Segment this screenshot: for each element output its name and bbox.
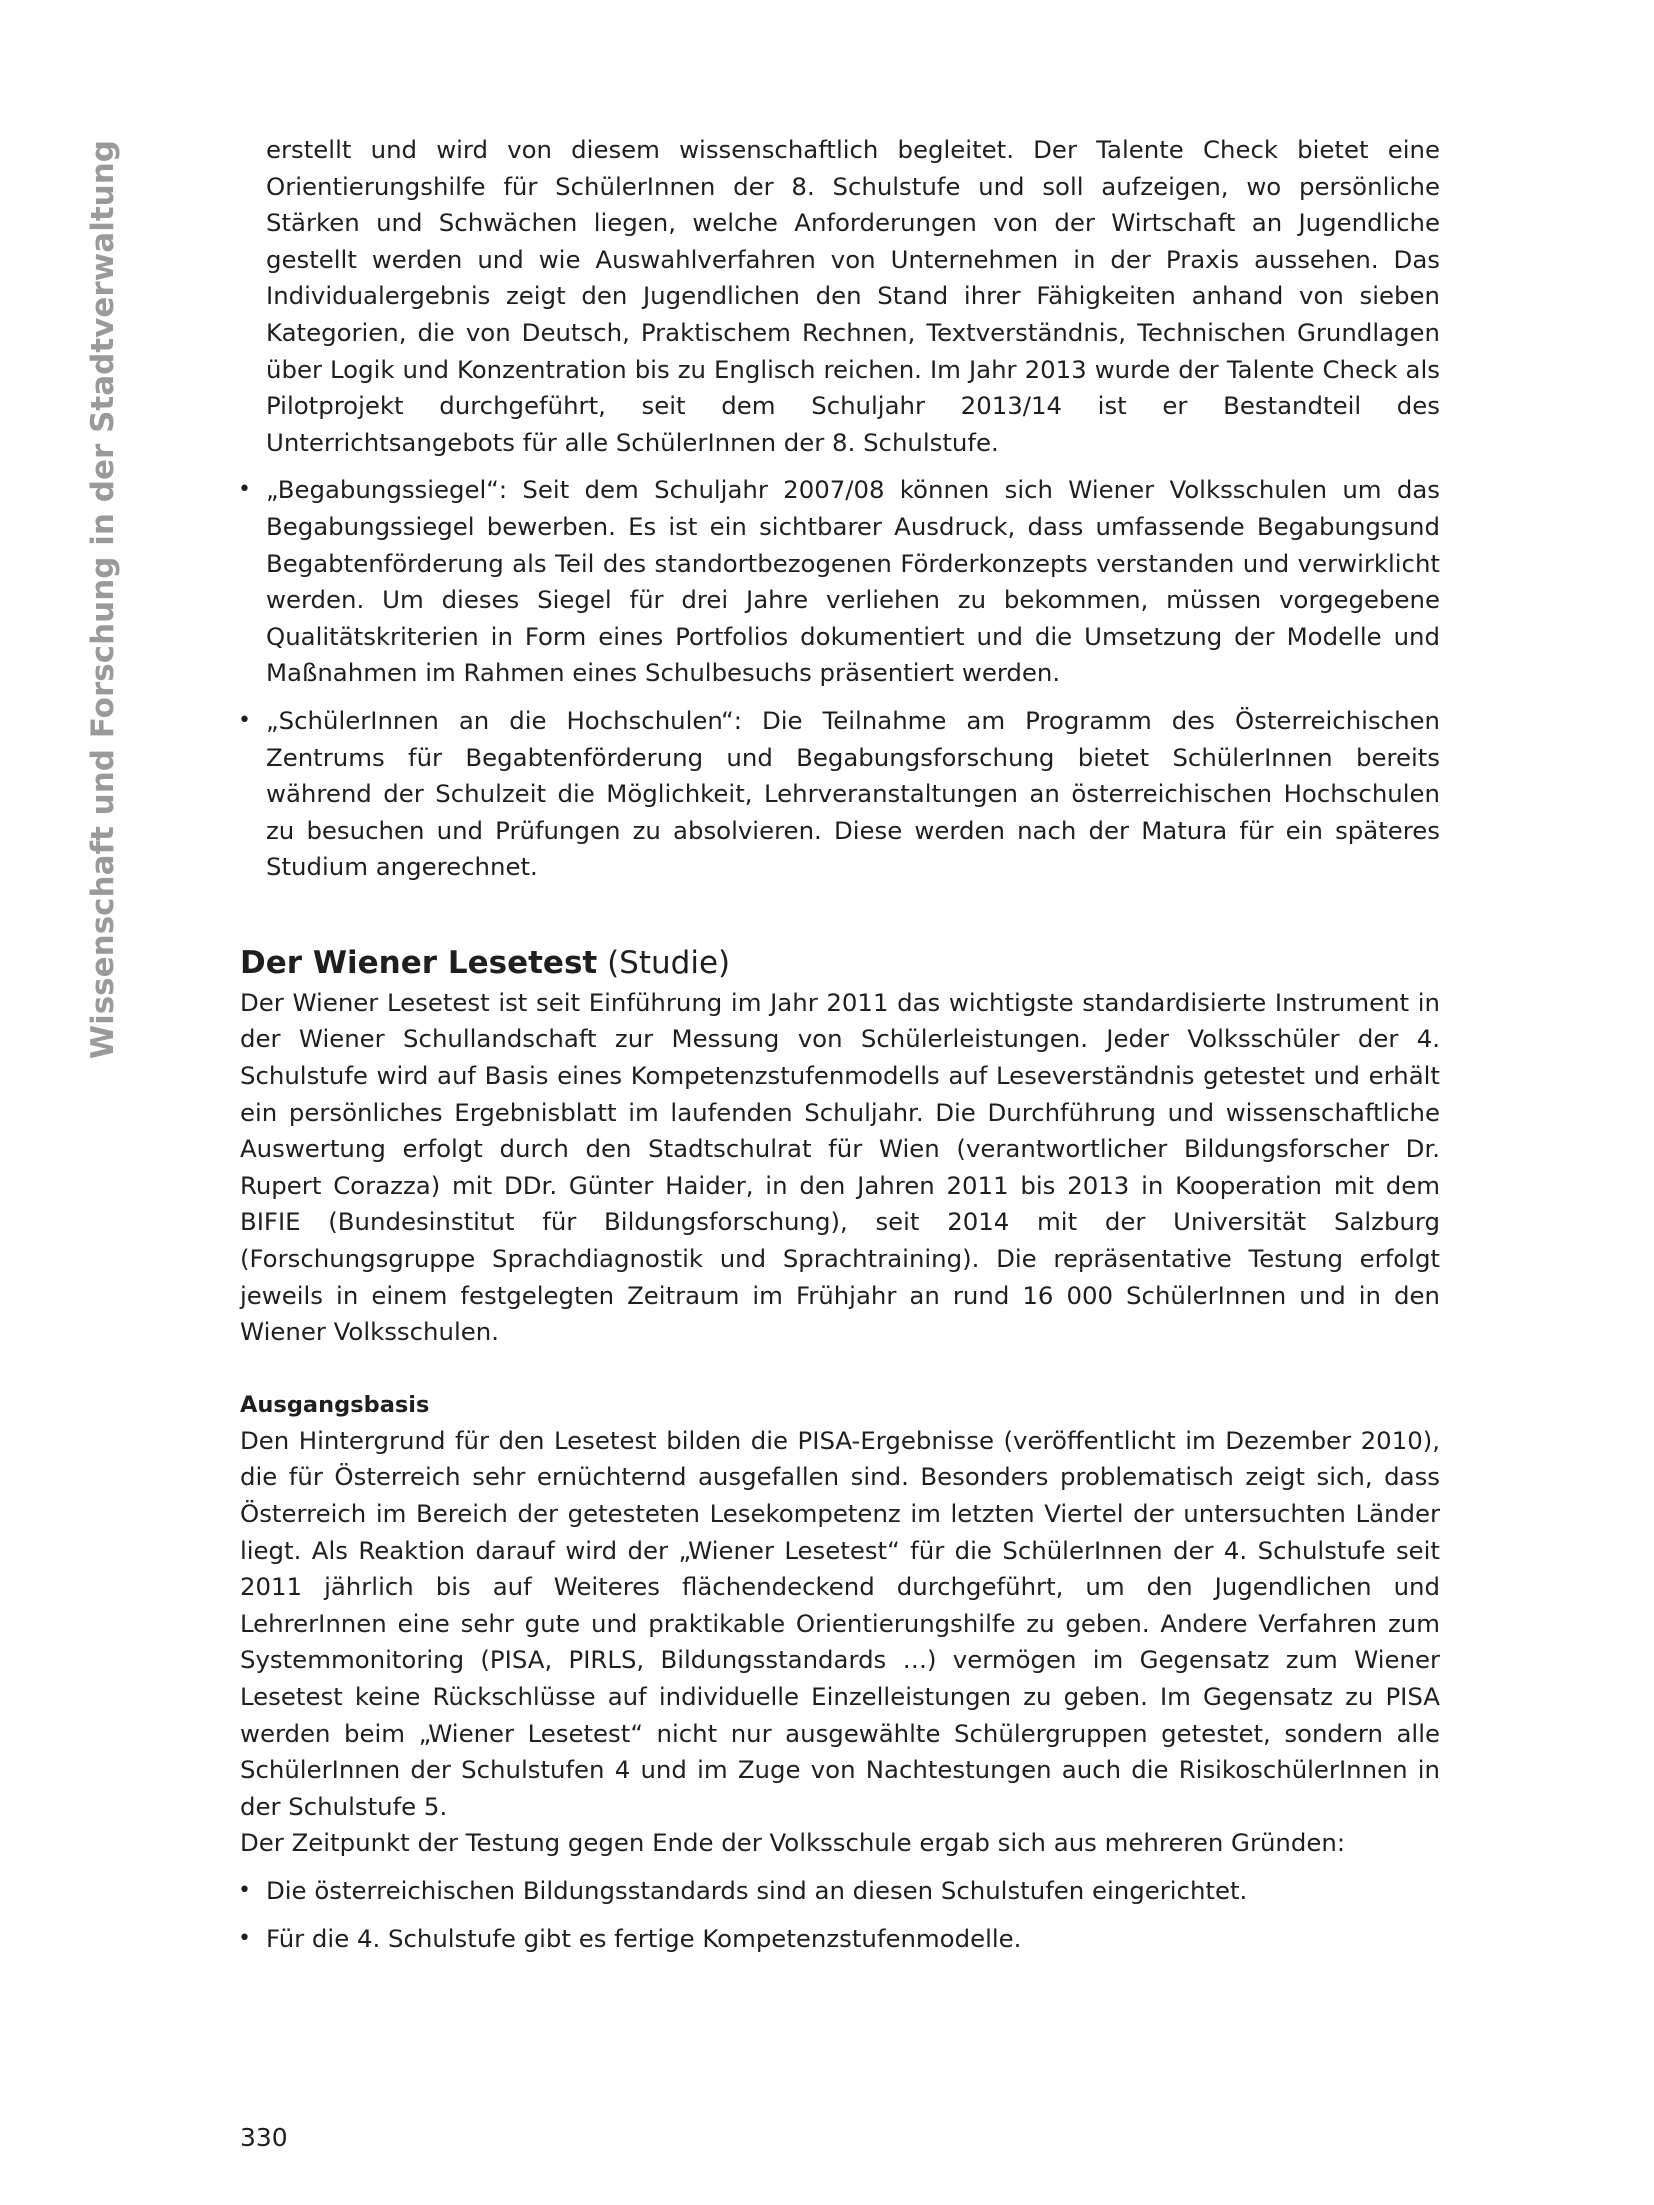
section-heading	[240, 941, 1440, 985]
program-list	[240, 472, 1440, 886]
page-body	[240, 132, 1440, 1957]
lesetest-paragraph: Der Wiener Lesetest ist seit Einführung im Jahr 2011 das wichtigste standardisierte Instrument in der Wiener Schullandschaft zur Messung von Schülerleistungen. Jeder Volksschüler der 4. Schulstufe wird auf Basis eines Kompetenzstufenmodells auf Leseverständnis getestet und erhält ein persönliches Ergebnisblatt im laufenden Schuljahr. Die Durchführung und wissenschaftliche Auswertung erfolgt durch den Stadtschulrat für Wien (verantwortlicher Bildungsforscher Dr. Rupert Corazza) mit DDr. Günter Haider, in den Jahren 2011 bis 2013 in Kooperation mit dem BIFIE (Bundesinstitut für Bildungsforschung), seit 2014 mit der Universität Salzburg (Forschungsgruppe Sprachdiagnostik und Sprachtraining). Die repräsentative Testung erfolgt jeweils in einem festgelegten Zeitraum im Frühjahr an rund 16 000 SchülerInnen und in den Wiener Volksschulen.	[240, 987, 1440, 1347]
intro-paragraph: erstellt und wird von diesem wissenschaftlich begleitet. Der Talente Check bietet eine Orientierungshilfe für SchülerInnen der 8. Schulstufe und soll aufzeigen, wo persönliche Stärken und Schwächen liegen, welche Anforderungen von der Wirtschaft an Jugendliche gestellt werden und wie Auswahlverfahren von Unternehmen in der Praxis aussehen. Das Individualergebnis zeigt den Jugendlichen den Stand ihrer Fähigkeiten anhand von sieben Kategorien, die von Deutsch, Praktischem Rechnen, Textverständnis, Technischen Grundlagen über Logik und Konzentration bis zu Englisch reichen. Im Jahr 2013 wurde der Talente Check als Pilotprojekt durchgeführt, seit dem Schuljahr 2013/14 ist er Bestandteil des Unterrichtsangebots für alle SchülerInnen der 8. Schulstufe.	[266, 135, 1440, 457]
ausgangsbasis-paragraph: Den Hintergrund für den Lesetest bilden die PISA-Ergebnisse (veröffentlicht im Dezember 2010), die für Österreich sehr ernüchternd ausgefallen sind. Besonders problematisch zeigt sich, dass Österreich im Bereich der getesteten Lesekompetenz im letzten Viertel der untersuchten Länder liegt. Als Reaktion darauf wird der „Wiener Lesetest“ für die SchülerInnen der 4. Schulstufe seit 2011 jährlich bis auf Weiteres flächendeckend durchgeführt, um den Jugendlichen und LehrerInnen eine sehr gute und praktikable Orientierungshilfe zu geben. Andere Verfahren zum Systemmonitoring (PISA, PIRLS, Bildungsstandards …) vermögen im Gegensatz zum Wiener Lesetest keine Rückschlüsse auf individuelle Einzelleistungen zu geben. Im Gegensatz zu PISA werden beim „Wiener Lesetest“ nicht nur ausgewählte Schülergruppen getestet, sondern alle SchülerInnen der Schulstufen 4 und im Zuge von Nachtestungen auch die RisikoschülerInnen in der Schulstufe 5.	[240, 1425, 1440, 1821]
reasons-list	[240, 1873, 1440, 1957]
list-item-hochschulen: • „SchülerInnen an die Hochschulen“: Die Teilnahme am Programm des Österreichischen Zentrums für Begabtenförderung und Begabungsforschung bietet SchülerInnen bereits während der Schulzeit die Möglichkeit, Lehrveranstaltungen an österreichischen Hochschulen zu besuchen und Prüfungen zu absolvieren. Diese werden nach der Matura für ein späteres Studium angerechnet.	[240, 703, 1440, 886]
list-item-begabungssiegel: • „Begabungssiegel“: Seit dem Schuljahr 2007/08 können sich Wiener Volksschulen um das Begabungssiegel bewerben. Es ist ein sichtbarer Ausdruck, dass umfassende Begabungsund Begabtenförderung als Teil des standortbezogenen Förderkonzepts verstanden und verwirklicht werden. Um dieses Siegel für drei Jahre verliehen zu bekommen, müssen vorgegebene Qualitätskriterien in Form eines Portfolios dokumentiert und die Umsetzung der Modelle und Maßnahmen im Rahmen eines Schulbesuchs präsentiert werden.	[240, 472, 1440, 692]
running-section-title-text: Wissenschaft und Forschung in der Stadtverwaltung	[85, 140, 121, 1060]
subheading-ausgangsbasis: Ausgangsbasis	[240, 1391, 430, 1418]
reasons-intro: Der Zeitpunkt der Testung gegen Ende der Volksschule ergab sich aus mehreren Gründen:	[240, 1828, 1346, 1858]
page-number: 330	[240, 2123, 288, 2152]
running-section-title	[73, 140, 133, 1060]
section-heading-main: Der Wiener Lesetest	[240, 944, 598, 981]
list-item-reason-1: • Die österreichischen Bildungsstandards sind an diesen Schulstufen eingerichtet.	[240, 1873, 1440, 1910]
list-item-reason-2: • Für die 4. Schulstufe gibt es fertige Kompetenzstufenmodelle.	[240, 1921, 1440, 1958]
section-heading-suffix: (Studie)	[597, 944, 731, 981]
